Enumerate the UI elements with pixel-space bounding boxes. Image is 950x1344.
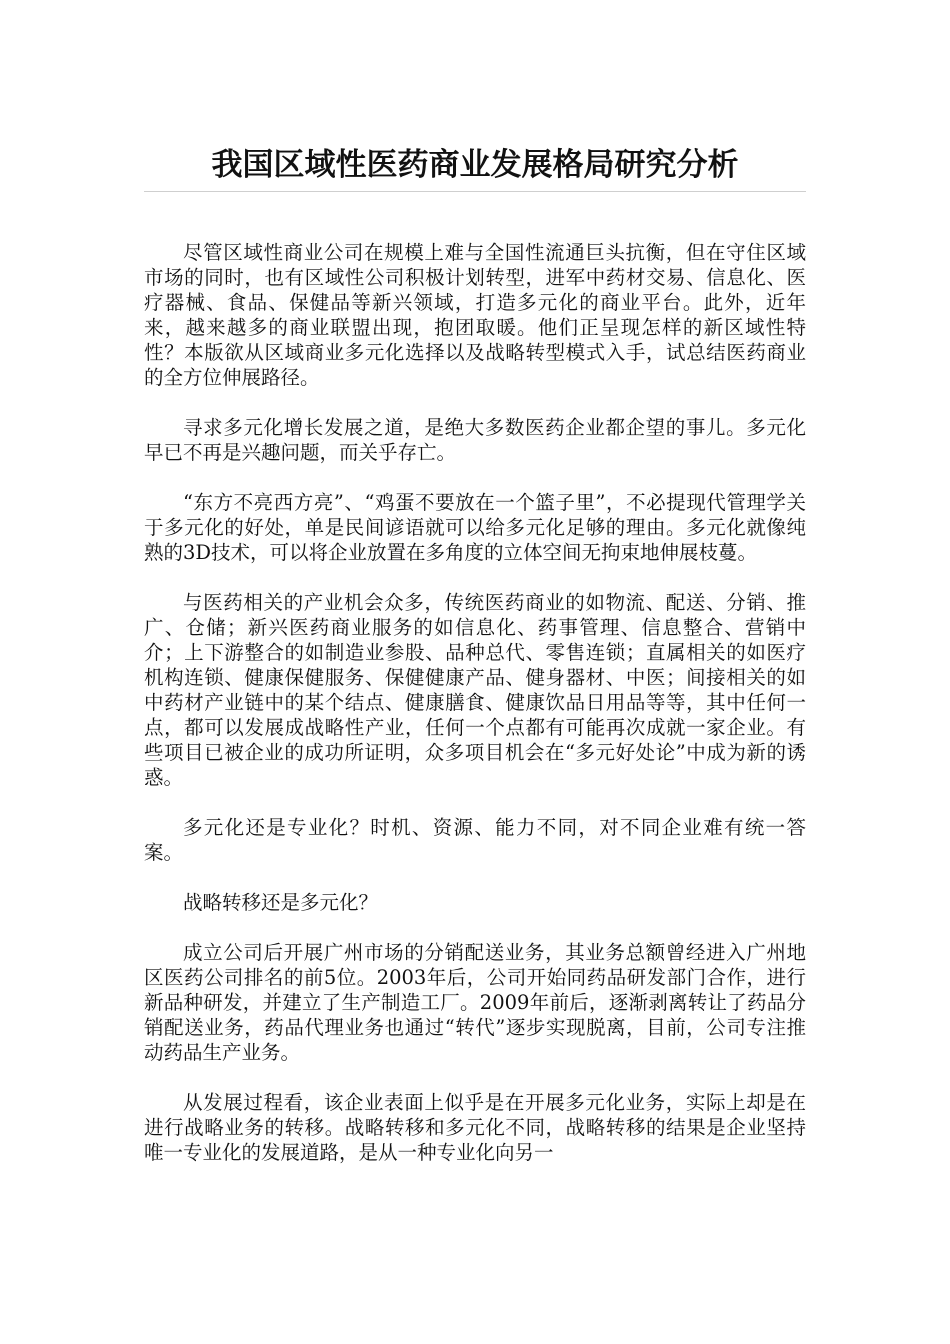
paragraph-8: 从发展过程看，该企业表面上似乎是在开展多元化业务，实际上却是在进行战略业务的转移。战略转移和多元化不同，战略转移的结果是企业坚持唯一专业化的发展道路，是从一种专业化向另一	[144, 1091, 806, 1164]
document-title: 我国区域性医药商业发展格局研究分析	[211, 147, 739, 183]
paragraph-2: 寻求多元化增长发展之道，是绝大多数医药企业都企望的事儿。多元化早已不再是兴趣问题，而关乎存亡。	[144, 416, 806, 464]
paragraph-1: 尽管区域性商业公司在规模上难与全国性流通巨头抗衡，但在守住区域市场的同时，也有区域性公司积极计划转型，进军中药材交易、信息化、医疗器械、食品、保健品等新兴领域，打造多元化的商业平台。此外，近年来，越来越多的商业联盟出现，抱团取暖。他们正呈现怎样的新区域性特性？本版欲从区域商业多元化选择以及战略转型模式入手，试总结医药商业的全方位伸展路径。	[144, 241, 806, 389]
paragraph-6-subheading: 战略转移还是多元化？	[183, 891, 379, 914]
title-divider	[144, 191, 806, 192]
paragraph-4: 与医药相关的产业机会众多，传统医药商业的如物流、配送、分销、推广、仓储；新兴医药商业服务的如信息化、药事管理、信息整合、营销中介；上下游整合的如制造业参股、品种总代、零售连锁；直属相关的如医疗机构连锁、健康保健服务、保健健康产品、健身器材、中医；间接相关的如中药材产业链中的某个结点、健康膳食、健康饮品日用品等等，其中任何一点，都可以发展成战略性产业，任何一个点都有可能再次成就一家企业。有些项目已被企业的成功所证明，众多项目机会在“多元好处论”中成为新的诱惑。	[144, 591, 806, 789]
document-body	[144, 240, 806, 1190]
paragraph-3: “东方不亮西方亮”、“鸡蛋不要放在一个篮子里”，不必提现代管理学关于多元化的好处，单是民间谚语就可以给多元化足够的理由。多元化就像纯熟的3D技术，可以将企业放置在多角度的立体空间无拘束地伸展枝蔓。	[144, 491, 806, 564]
paragraph-5: 多元化还是专业化？时机、资源、能力不同，对不同企业难有统一答案。	[144, 816, 806, 864]
paragraph-7: 成立公司后开展广州市场的分销配送业务，其业务总额曾经进入广州地区医药公司排名的前5位。2003年后，公司开始同药品研发部门合作，进行新品种研发，并建立了生产制造工厂。2009年前后，逐渐剥离转让了药品分销配送业务，药品代理业务也通过“转代”逐步实现脱离，目前，公司专注推动药品生产业务。	[144, 941, 806, 1064]
